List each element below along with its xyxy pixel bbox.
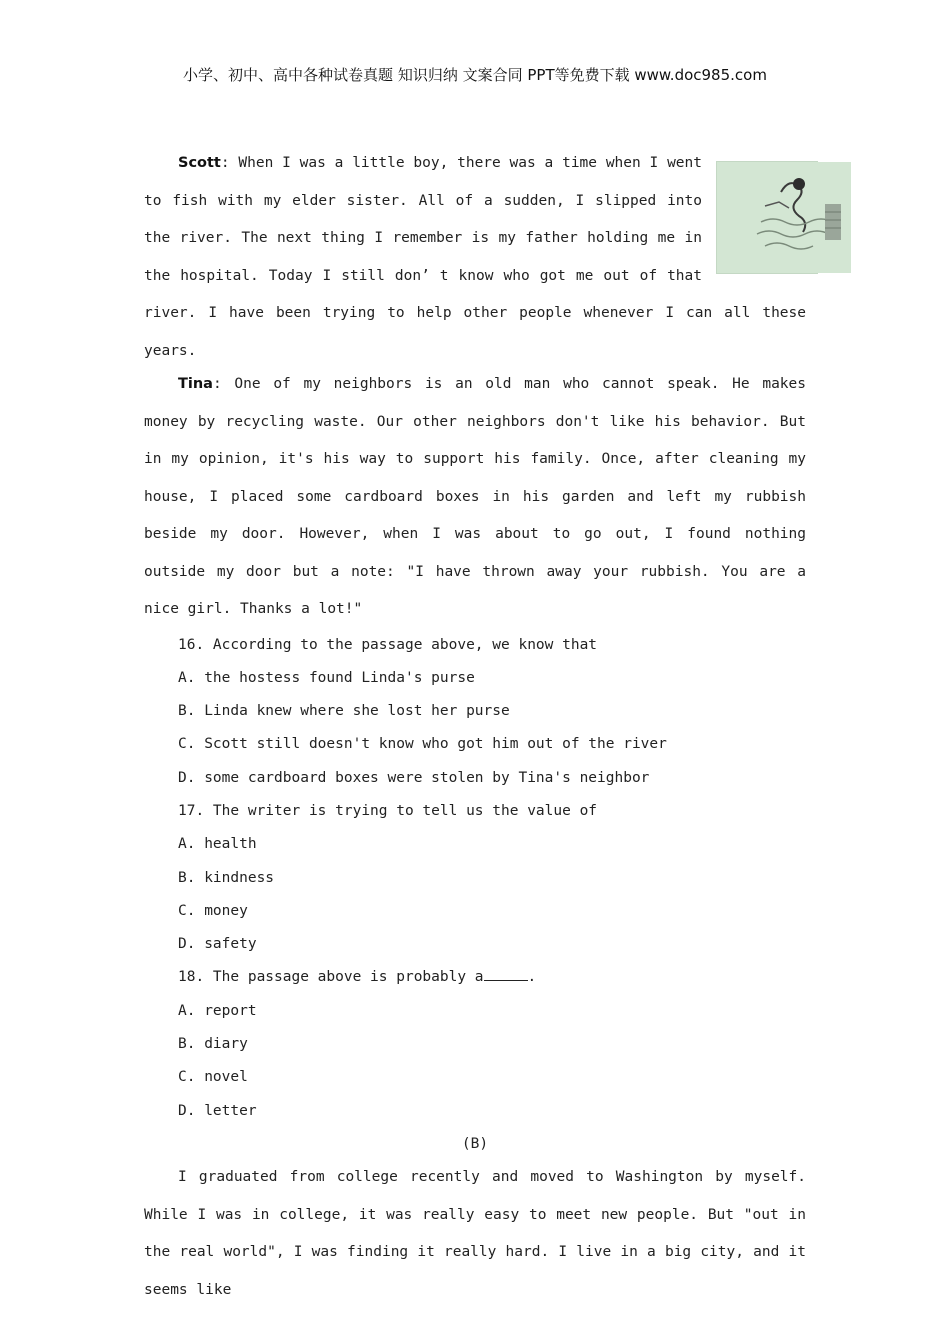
site-header: 小学、初中、高中各种试卷真题 知识归纳 文案合同 PPT等免费下载 www.doc985.com — [183, 66, 767, 84]
option: A. report — [178, 1002, 257, 1019]
option: C. Scott still doesn't know who got him out of the river — [178, 736, 667, 753]
section-b-paragraph: I graduated from college recently and moved to Washington by myself. While I was in college, it was really easy to meet new people. But "out in the real world", I was finding it really hard. I live in a big city, and it seems like — [144, 1169, 806, 1298]
option: A. the hostess found Linda's purse — [178, 669, 475, 686]
question-stem: 17. The writer is trying to tell us the value of — [178, 802, 598, 819]
option: C. money — [178, 902, 248, 919]
section-b-title: (B) — [461, 1135, 489, 1152]
question-stem-text: 18. The passage above is probably a — [178, 969, 484, 986]
option: D. some cardboard boxes were stolen by Tina's neighbor — [178, 769, 650, 786]
question-stem — [144, 961, 806, 994]
option: B. diary — [178, 1036, 248, 1053]
document-body — [144, 145, 806, 1309]
speaker-scott: Scott — [178, 155, 221, 171]
tina-text: : One of my neighbors is an old man who cannot speak. He makes money by recycling waste. Our other neighbors don't like his behavior. But in my opinion, it's his way to support his family. Once, after cleaning my house, I placed some cardboard boxes in his garden and left my rubbish beside my door. However, when I was about to go out, I found nothing outside my door but a note: "I have thrown away your rubbish. You are a nice girl. Thanks a lot!" — [144, 376, 806, 617]
speaker-tina: Tina — [178, 376, 213, 392]
question-17 — [144, 795, 806, 961]
question-18 — [144, 961, 806, 1127]
question-16 — [144, 629, 806, 795]
scott-paragraph — [144, 145, 806, 370]
option: D. safety — [178, 936, 257, 953]
scott-text: : When I was a little boy, there was a time when I went to fish with my elder sister. All of a sudden, I slipped into the river. The next thing I remember is my father holding me in the hospital. Today I still don’ t know who got me out of that river. I have been trying to help other people whenever I can all these years. — [144, 155, 806, 359]
option: B. kindness — [178, 869, 275, 886]
option: A. health — [178, 836, 257, 853]
tina-paragraph — [144, 366, 806, 629]
river-sketch-icon — [751, 162, 851, 273]
river-illustration — [716, 161, 818, 274]
question-stem-end: . — [527, 969, 537, 986]
option: D. letter — [178, 1102, 257, 1119]
option: B. Linda knew where she lost her purse — [178, 703, 510, 720]
question-stem: 16. According to the passage above, we know that — [178, 636, 598, 653]
option: C. novel — [178, 1069, 248, 1086]
answer-blank — [484, 966, 528, 981]
